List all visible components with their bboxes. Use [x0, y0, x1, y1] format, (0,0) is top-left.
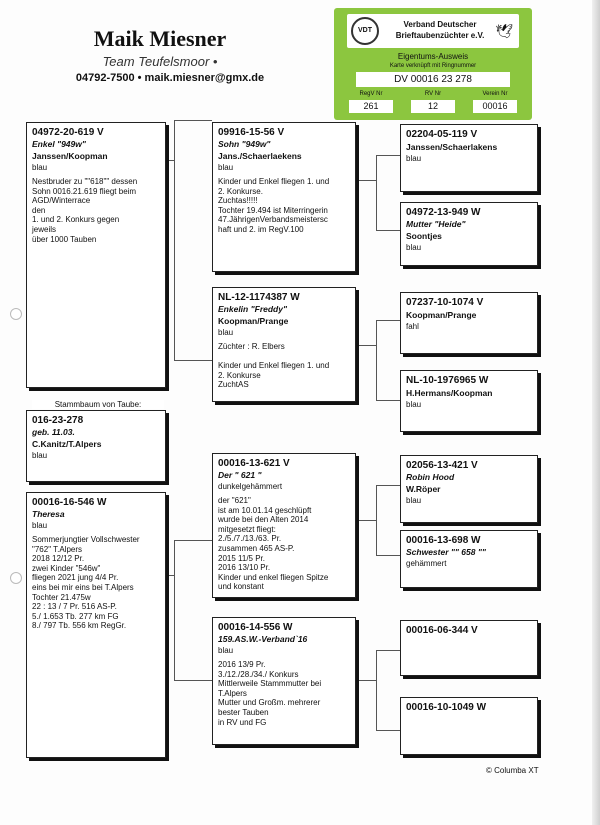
regv-label: RegV Nr — [359, 91, 383, 97]
connector — [356, 180, 376, 181]
rv-value: 12 — [411, 100, 455, 113]
plumage-color: blau — [406, 243, 422, 252]
pigeon-name: Mutter "Heide" — [406, 219, 466, 229]
punch-hole — [10, 308, 22, 320]
breeder: Soontjes — [406, 231, 442, 241]
breeder-name: Maik Miesner — [93, 26, 227, 51]
pigeon-name: Enkel "949w" — [32, 139, 86, 149]
ring-number: 00016-10-1049 W — [406, 702, 487, 713]
plumage-color: blau — [218, 646, 234, 655]
plumage-color: blau — [406, 496, 422, 505]
sticker-subtitle: Karte verknüpft mit Ringnummer — [389, 63, 477, 69]
mother-card — [26, 492, 166, 758]
connector — [174, 680, 212, 681]
connector — [376, 485, 400, 486]
plumage-color: blau — [406, 154, 422, 163]
pigeon-name: Schwester "" 658 "" — [406, 547, 486, 557]
connector — [174, 120, 212, 121]
team-name: Team Teufelsmoor • — [102, 54, 218, 69]
breeder: Koopman/Prange — [218, 316, 289, 326]
pigeon-name: 159.AS.W.-Verband`16 — [218, 634, 308, 644]
connector — [356, 680, 376, 681]
great-grandparent-card — [400, 370, 538, 432]
plumage-color: blau — [406, 400, 422, 409]
ring-number: 02204-05-119 V — [406, 129, 478, 140]
paternal-grandfather-card — [212, 122, 356, 272]
breeder: Jans./Schaerlaekens — [218, 151, 302, 161]
connector — [174, 120, 175, 360]
great-grandparent-card — [400, 455, 538, 523]
ring-number: 09916-15-56 V — [218, 127, 285, 138]
breeder: Koopman/Prange — [406, 310, 477, 320]
ring-number: 07237-10-1074 V — [406, 297, 484, 308]
rv-label: RV Nr — [424, 91, 442, 97]
connector — [166, 575, 174, 576]
subject-card — [26, 410, 166, 482]
notes: Züchter : R. Elbers Kinder und Enkel fliegen 1. und 2. Konkurse ZuchtAS — [218, 342, 330, 390]
association-name-line2: Brieftaubenzüchter e.V. — [395, 31, 485, 40]
software-credit: © Columba XT — [486, 766, 539, 775]
ring-number: 04972-20-619 V — [32, 127, 104, 138]
connector — [376, 320, 400, 321]
great-grandparent-card — [400, 530, 538, 588]
plumage-color: blau — [32, 163, 48, 172]
plumage-color: blau — [32, 451, 48, 460]
plumage-color: blau — [218, 328, 234, 337]
page-edge — [592, 0, 600, 825]
connector — [376, 730, 400, 731]
notes: Kinder und Enkel fliegen 1. und 2. Konkurse. Zuchtas!!!!! Tochter 19.494 ist Miterringerin 47.JährigenVerbandsmeistersc haft und 2. im RegV.100 — [218, 177, 330, 234]
ring-number: NL-12-1174387 W — [218, 292, 300, 303]
regv-value: 261 — [349, 100, 393, 113]
ring-number: 00016-06-344 V — [406, 625, 478, 636]
maternal-grandmother-card — [212, 617, 356, 745]
great-grandparent-card — [400, 697, 538, 755]
stammbaum-label: Stammbaum von Taube: — [32, 400, 164, 409]
great-grandparent-card — [400, 292, 538, 354]
great-grandparent-card — [400, 202, 538, 266]
ring-number: 016-23-278 — [32, 415, 84, 426]
connector — [174, 540, 175, 680]
sticker-header — [347, 14, 519, 48]
plumage-color: blau — [32, 521, 48, 530]
plumage-color: dunkelgehämmert — [218, 482, 283, 491]
association-name — [385, 19, 495, 41]
great-grandparent-card — [400, 620, 538, 676]
notes: 2016 13/9 Pr. 3./12./28./34./ Konkurs Mittlerweile Stammmutter bei T.Alpers Mutter und Großm. mehrerer bester Tauben in RV und FG — [218, 660, 322, 727]
connector — [376, 400, 400, 401]
plumage-color: gehämmert — [406, 559, 447, 568]
connector — [174, 360, 212, 361]
plumage-color: fahl — [406, 322, 419, 331]
pigeon-name: Enkelin "Freddy" — [218, 304, 287, 314]
pigeon-name: Der " 621 " — [218, 470, 262, 480]
notes: der "621" ist am 10.01.14 geschlüpft wurde bei den Alten 2014 mitgesetzt fliegt: 2./5./7./13./63. Pr. zusammen 465 AS-P. 2015 11/5 Pr. 2016 13/10 Pr. Kinder und enkel fliegen Spitze und konstant — [218, 496, 329, 592]
connector — [376, 230, 400, 231]
contact-line: 04792-7500 • maik.miesner@gmx.de — [75, 72, 265, 84]
father-card — [26, 122, 166, 388]
ring-number: 00016-13-698 W — [406, 535, 481, 546]
great-grandparent-card — [400, 124, 538, 192]
pigeon-name: Robin Hood — [406, 472, 455, 482]
breeder: H.Hermans/Koopman — [406, 388, 493, 398]
ring-number: 00016-13-621 V — [218, 458, 290, 469]
breeder: Janssen/Schaerlakens — [406, 142, 498, 152]
breeder: W.Röper — [406, 484, 441, 494]
breeder: Janssen/Koopman — [32, 151, 108, 161]
plumage-color: blau — [218, 163, 234, 172]
connector — [356, 520, 376, 521]
ring-number: 02056-13-421 V — [406, 460, 478, 471]
pigeon-icon: 🕊 — [495, 23, 513, 39]
association-logo-icon: VDT — [351, 17, 379, 45]
maternal-grandfather-card — [212, 453, 356, 598]
verein-label: Verein Nr — [482, 91, 508, 97]
sticker-title: Eigentums-Ausweis — [397, 52, 469, 61]
ring-number: NL-10-1976965 W — [406, 375, 489, 386]
punch-hole — [10, 572, 22, 584]
connector — [376, 485, 377, 555]
pigeon-name: Theresa — [32, 509, 65, 519]
notes: Nestbruder zu ""618"" dessen Sohn 0016.21.619 fliegt beim AGD/Winterrace den 1. und 2. Konkurs gegen jeweils über 1000 Tauben — [32, 177, 138, 244]
ring-number: 04972-13-949 W — [406, 207, 481, 218]
notes: Sommerjungtier Vollschwester "762" T.Alpers 2018 12/12 Pr. zwei Kinder "546w" fliegen 2021 jung 4/4 Pr. eins bei mir eins bei T.Alpers Tochter 21.475w 22 : 13 / 7 Pr. 516 AS-P. 5./ 1.653 Tb. 277 km FG 8./ 797 Tb. 556 km RegGr. — [32, 535, 140, 631]
connector — [174, 540, 212, 541]
connector — [356, 345, 376, 346]
ownership-sticker — [334, 8, 532, 120]
birth-date: geb. 11.03. — [32, 427, 75, 437]
connector — [376, 650, 377, 730]
paternal-grandmother-card — [212, 287, 356, 402]
connector — [376, 650, 400, 651]
connector — [376, 155, 377, 230]
pigeon-name: Sohn "949w" — [218, 139, 271, 149]
breeder: C.Kanitz/T.Alpers — [32, 439, 102, 449]
sticker-ring-number: DV 00016 23 278 — [356, 72, 510, 87]
connector — [166, 160, 174, 161]
ring-number: 00016-16-546 W — [32, 497, 107, 508]
connector — [376, 155, 400, 156]
ring-number: 00016-14-556 W — [218, 622, 293, 633]
connector — [376, 320, 377, 400]
verein-value: 00016 — [473, 100, 517, 113]
association-name-line1: Verband Deutscher — [403, 20, 477, 29]
connector — [376, 555, 400, 556]
